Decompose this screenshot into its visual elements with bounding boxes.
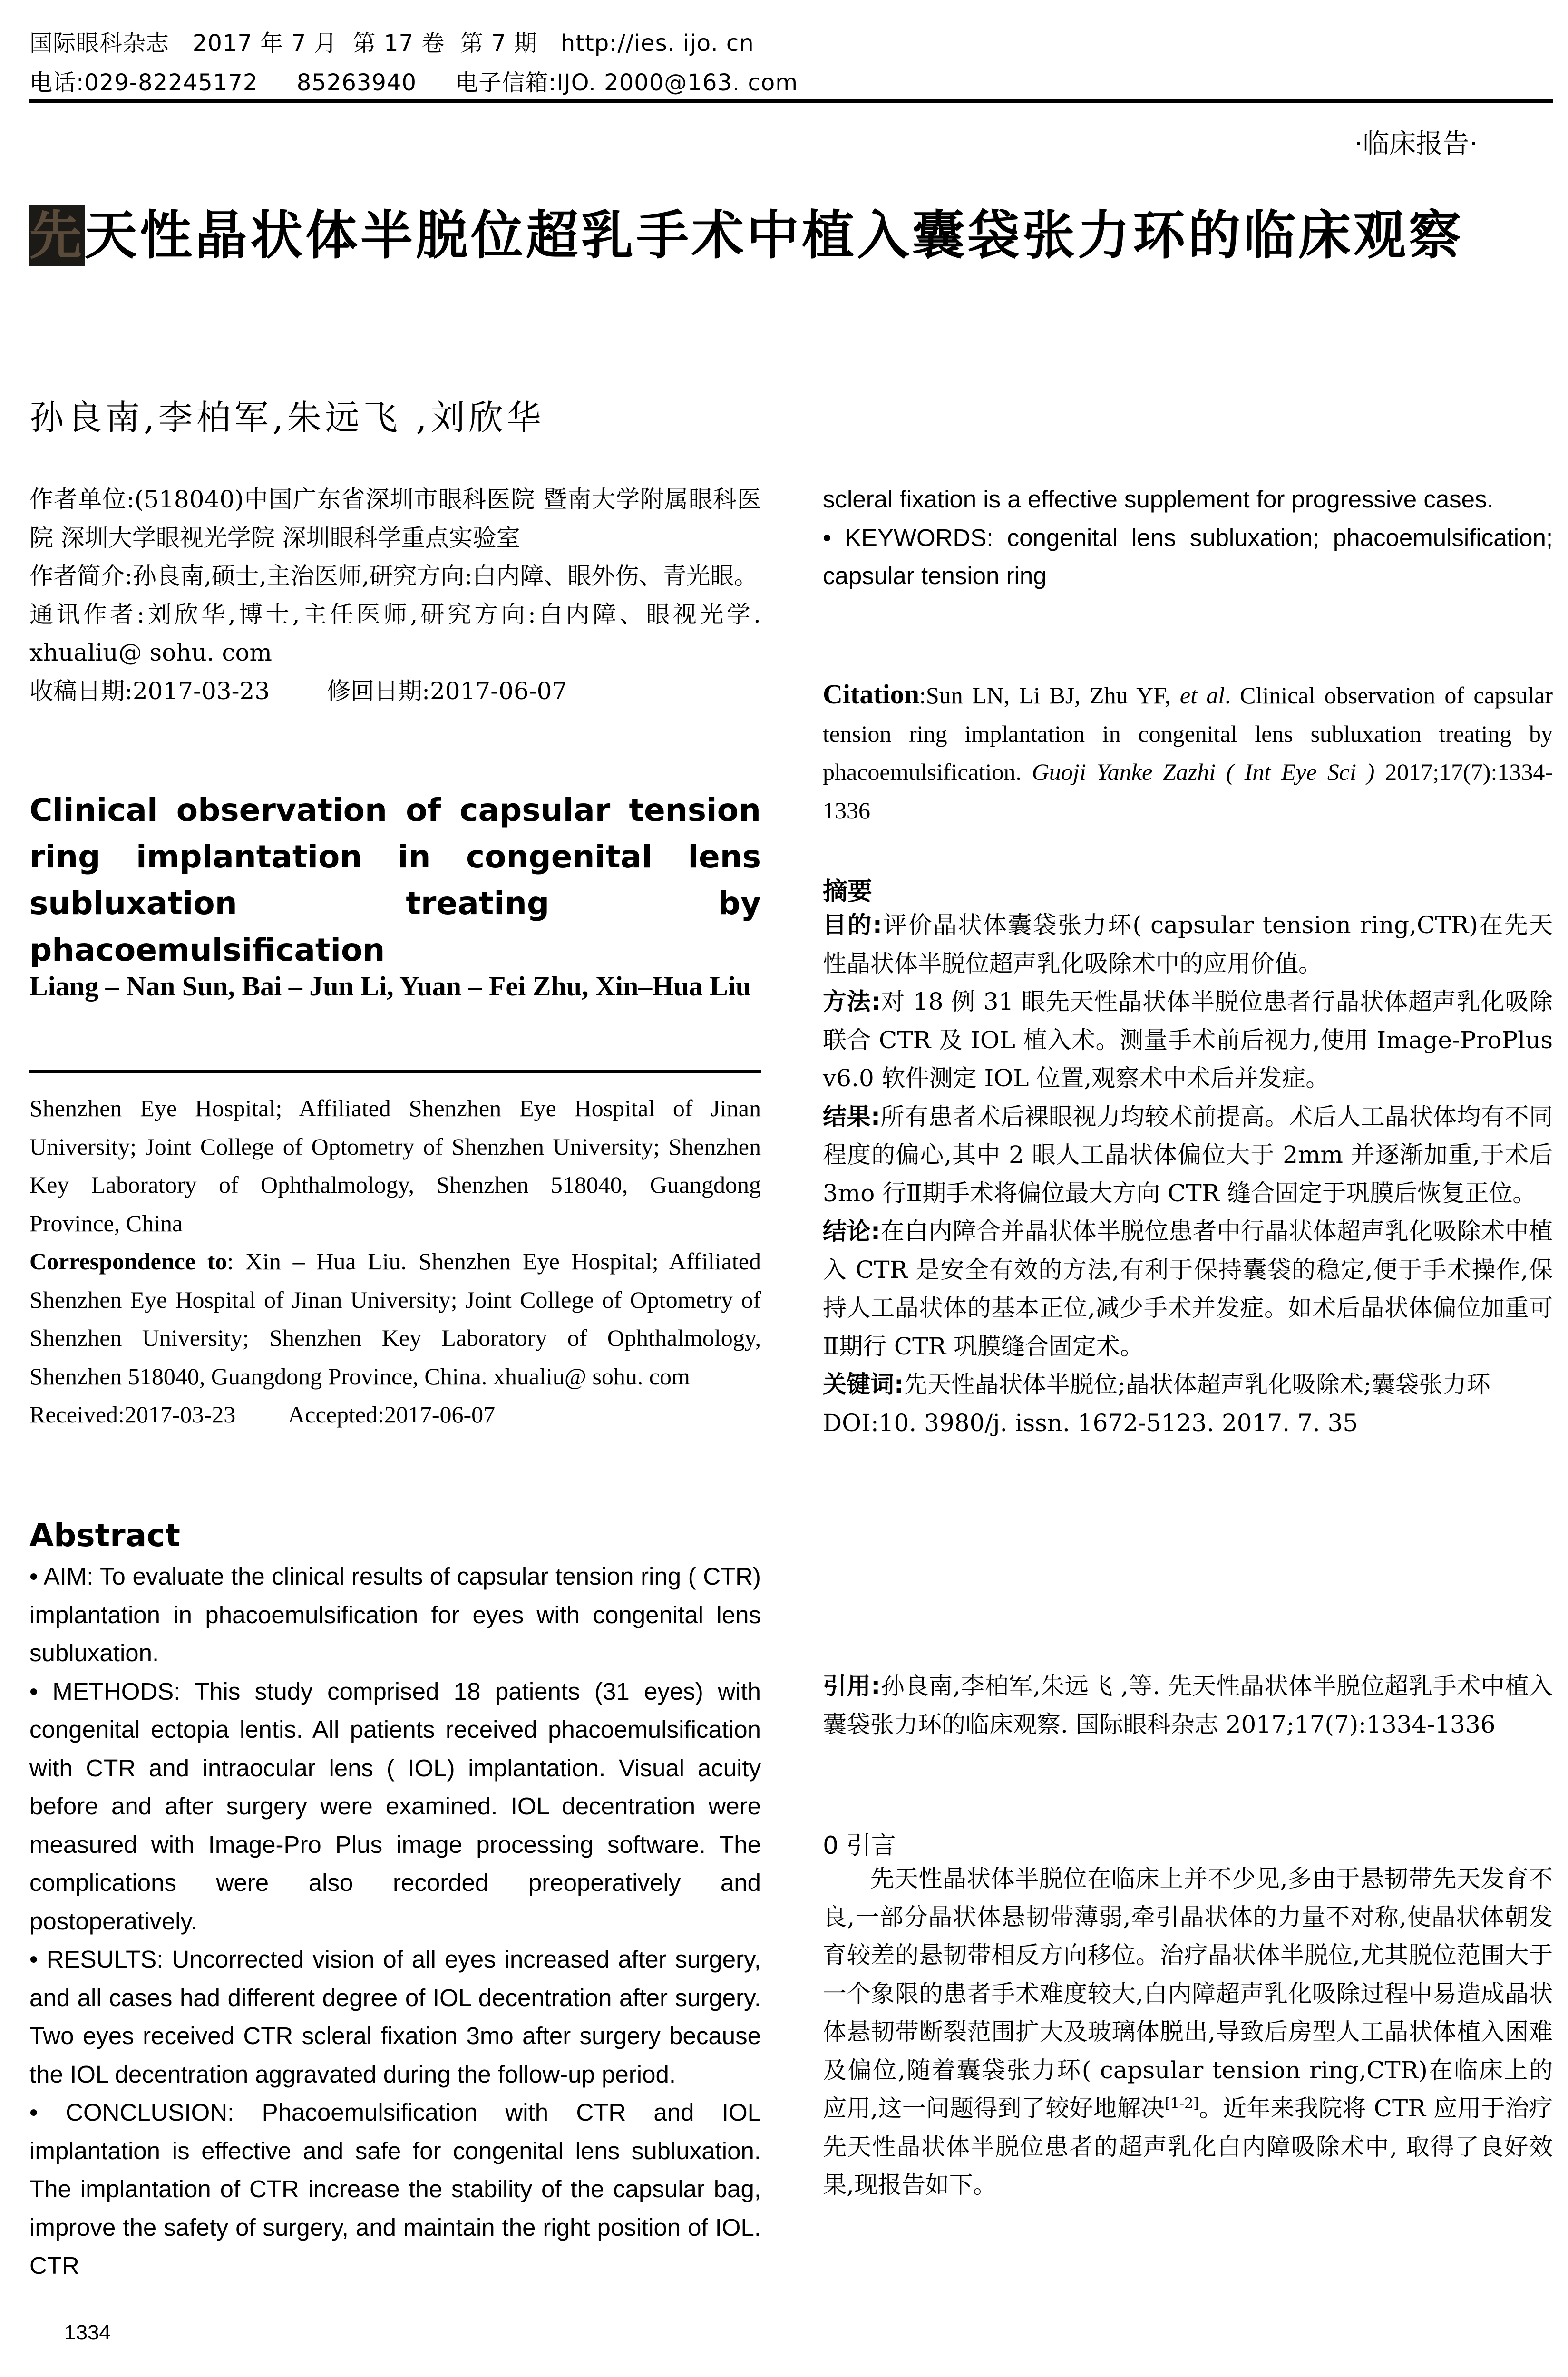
cn-methods-label: 方法: [823, 988, 881, 1015]
abstract-methods: • METHODS: This study comprised 18 patients (31 eyes) with congenital ectopia lentis. All patients received phacoemulsification with CTR and intraocular lens ( IOL) implantation. Visual acuity before and after surgery were examined. IOL decentration were measured with Image-Pro Plus image processing software. The complications were also recorded preoperatively and postoperatively. [29, 1677, 761, 1935]
cn-keywords [823, 1365, 1553, 1404]
cn-conclusion [823, 1212, 1553, 1365]
received-date-cn: 收稿日期:2017-03-23 [29, 677, 270, 705]
accepted-date-en: Accepted:2017-06-07 [288, 1401, 496, 1428]
citation-label: Citation [823, 679, 919, 710]
correspondence-text: : Xin – Hua Liu. Shenzhen Eye Hospital; Affiliated Shenzhen Eye Hospital of Jinan University; Joint College of Optometry of Shenzhen University; Shenzhen Key Laboratory of Ophthalmology, Shenzhen 518040, Guangdong Province, China. xhualiu@ sohu. com [29, 1248, 761, 1390]
author-divider [29, 1070, 761, 1073]
abstract-keywords: • KEYWORDS: congenital lens subluxation; phacoemulsification; capsular tension ring [823, 524, 1553, 589]
english-abstract-cont [823, 480, 1553, 595]
english-authors: Liang – Nan Sun, Bai – Jun Li, Yuan – Fei Zhu, Xin–Hua Liu [29, 971, 751, 1002]
section-tag: ·临床报告· [1354, 128, 1478, 159]
article-title [29, 200, 1556, 271]
title-highlight-char[interactable]: 先 [29, 205, 85, 266]
abstract-aim: • AIM: To evaluate the clinical results of capsular tension ring ( CTR) implantation in phacoemulsification for eyes with congenital lens subluxation. [29, 1563, 761, 1666]
intro-text-a: 先天性晶状体半脱位在临床上并不少见,多由于悬韧带先天发育不良,一部分晶状体悬韧带薄弱,牵引晶状体的力量不对称,使晶状体朝发育较差的悬韧带相反方向移位。治疗晶状体半脱位,尤其脱位范围大于一个象限的患者手术难度较大,白内障超声乳化吸除过程中易造成晶状体悬韧带断裂范围扩大及玻璃体脱出,导致后房型人工晶状体植入困难及偏位,随着囊袋张力环( capsular tension ring,CTR)在临床上的应用,这一问题得到了较好地解决 [823, 1865, 1553, 2122]
english-correspondence [29, 1242, 761, 1395]
cn-conclusion-label: 结论: [823, 1218, 880, 1245]
cn-abstract-heading: 摘要 [823, 877, 873, 906]
correspondence-cn: 通讯作者:刘欣华,博士,主任医师,研究方向:白内障、眼视光学. xhualiu@ sohu. com [29, 600, 761, 666]
abstract-conclusion-cont: scleral fixation is a effective supplement for progressive cases. [823, 486, 1494, 513]
abstract-heading: Abstract [29, 1517, 180, 1554]
authors-cn: 孙良南,李柏军,朱远飞 ,刘欣华 [29, 398, 545, 438]
citation-part-c: 2017;17(7):1334-1336 [823, 759, 1553, 824]
intro-text-b: 。近年来我院将 CTR 应用于治疗先天性晶状体半脱位患者的超声乳化白内障吸除术中, 取得了良好效果,现报告如下。 [823, 2094, 1553, 2199]
cn-methods [823, 983, 1553, 1098]
intro-heading: 0 引言 [823, 1831, 896, 1860]
affiliation-cn: 作者单位:(518040)中国广东省深圳市眼科医院 暨南大学附属眼科医院 深圳大学眼视光学院 深圳眼科学重点实验室 [29, 486, 761, 552]
dates-cn [29, 672, 761, 711]
cn-citation-text: 孙良南,李柏军,朱远飞 ,等. 先天性晶状体半脱位超乳手术中植入囊袋张力环的临床观察. 国际眼科杂志 2017;17(7):1334-1336 [823, 1672, 1553, 1738]
header-rule [29, 99, 1553, 103]
reference-marker[interactable]: [1-2] [1165, 2095, 1199, 2112]
author-bio-cn: 作者简介:孙良南,硕士,主治医师,研究方向:白内障、眼外伤、青光眼。 [29, 562, 758, 590]
abstract-results: • RESULTS: Uncorrected vision of all eyes increased after surgery, and all cases had different degree of IOL decentration after surgery. Two eyes received CTR scleral fixation 3mo after surgery because the IOL decentration aggravated during the follow-up period. [29, 1946, 761, 2088]
citation-part-b: . Clinical observation of capsular tension ring implantation in congenital lens subluxation treating by phacoemulsification. [823, 682, 1553, 785]
cn-results [823, 1098, 1553, 1213]
english-affiliation: Shenzhen Eye Hospital; Affiliated Shenzhen Eye Hospital of Jinan University; Joint College of Optometry of Shenzhen University; Shenzhen Key Laboratory of Ophthalmology, Shenzhen 518040, Guangdong Province, China [29, 1095, 761, 1237]
citation-part-a: :Sun LN, Li BJ, Zhu YF, [919, 682, 1180, 709]
cn-abstract [823, 906, 1553, 1442]
journal-header-line2: 电话:029-82245172 85263940 电子信箱:IJO. 2000@163. com [29, 69, 798, 96]
cn-citation-label: 引用: [823, 1672, 881, 1700]
english-title: Clinical observation of capsular tension ring implantation in congenital lens subluxation treating by phacoemulsification [29, 792, 761, 968]
received-date-en: Received:2017-03-23 [29, 1401, 236, 1428]
english-abstract [29, 1558, 761, 2285]
cn-aim-label: 目的: [823, 911, 882, 939]
citation-journal: Guoji Yanke Zazhi ( Int Eye Sci ) [1032, 759, 1375, 785]
english-dates [29, 1395, 761, 1434]
abstract-conclusion: • CONCLUSION: Phacoemulsification with CTR and IOL implantation is effective and safe for congenital lens subluxation. The implantation of CTR increase the stability of the capsular bag, improve the safety of surgery, and maintain the right position of IOL. CTR [29, 2099, 761, 2279]
cn-keywords-label: 关键词: [823, 1371, 904, 1398]
intro-paragraph [823, 1860, 1553, 2204]
cn-methods-text: 对 18 例 31 眼先天性晶状体半脱位患者行晶状体超声乳化吸除联合 CTR 及 IOL 植入术。测量手术前后视力,使用 Image-ProPlus v6.0 软件测定 IOL 位置,观察术中术后并发症。 [823, 988, 1553, 1092]
cn-conclusion-text: 在白内障合并晶状体半脱位患者中行晶状体超声乳化吸除术中植入 CTR 是安全有效的方法,有利于保持囊袋的稳定,便于手术操作,保持人工晶状体的基本正位,减少手术并发症。如术后晶状体偏位加重可Ⅱ期行 CTR 巩膜缝合固定术。 [823, 1218, 1553, 1360]
title-rest: 天性晶状体半脱位超乳手术中植入囊袋张力环的临床观察 [85, 205, 1464, 266]
cn-keywords-text: 先天性晶状体半脱位;晶状体超声乳化吸除术;囊袋张力环 [904, 1371, 1490, 1398]
citation-en [823, 675, 1553, 829]
cn-aim-text: 评价晶状体囊袋张力环( capsular tension ring,CTR)在先天性晶状体半脱位超声乳化吸除术中的应用价值。 [823, 911, 1553, 977]
author-info-cn [29, 480, 761, 710]
citation-etal: et al [1179, 682, 1225, 709]
journal-header-line1: 国际眼科杂志 2017 年 7 月 第 17 卷 第 7 期 http://ies. ijo. cn [29, 30, 754, 57]
doi: DOI:10. 3980/j. issn. 1672-5123. 2017. 7. 35 [823, 1409, 1358, 1437]
page-number: 1334 [64, 2321, 111, 2344]
cn-citation [823, 1667, 1553, 1744]
cn-aim [823, 906, 1553, 983]
english-affiliation-block [29, 1089, 761, 1434]
correspondence-label: Correspondence to [29, 1248, 227, 1275]
revised-date-cn: 修回日期:2017-06-07 [327, 677, 567, 705]
cn-results-label: 结果: [823, 1102, 880, 1130]
cn-results-text: 所有患者术后裸眼视力均较术前提高。术后人工晶状体均有不同程度的偏心,其中 2 眼人工晶状体偏位大于 2mm 并逐渐加重,于术后 3mo 行Ⅱ期手术将偏位最大方向 CTR 缝合固定于巩膜后恢复正位。 [823, 1102, 1553, 1207]
